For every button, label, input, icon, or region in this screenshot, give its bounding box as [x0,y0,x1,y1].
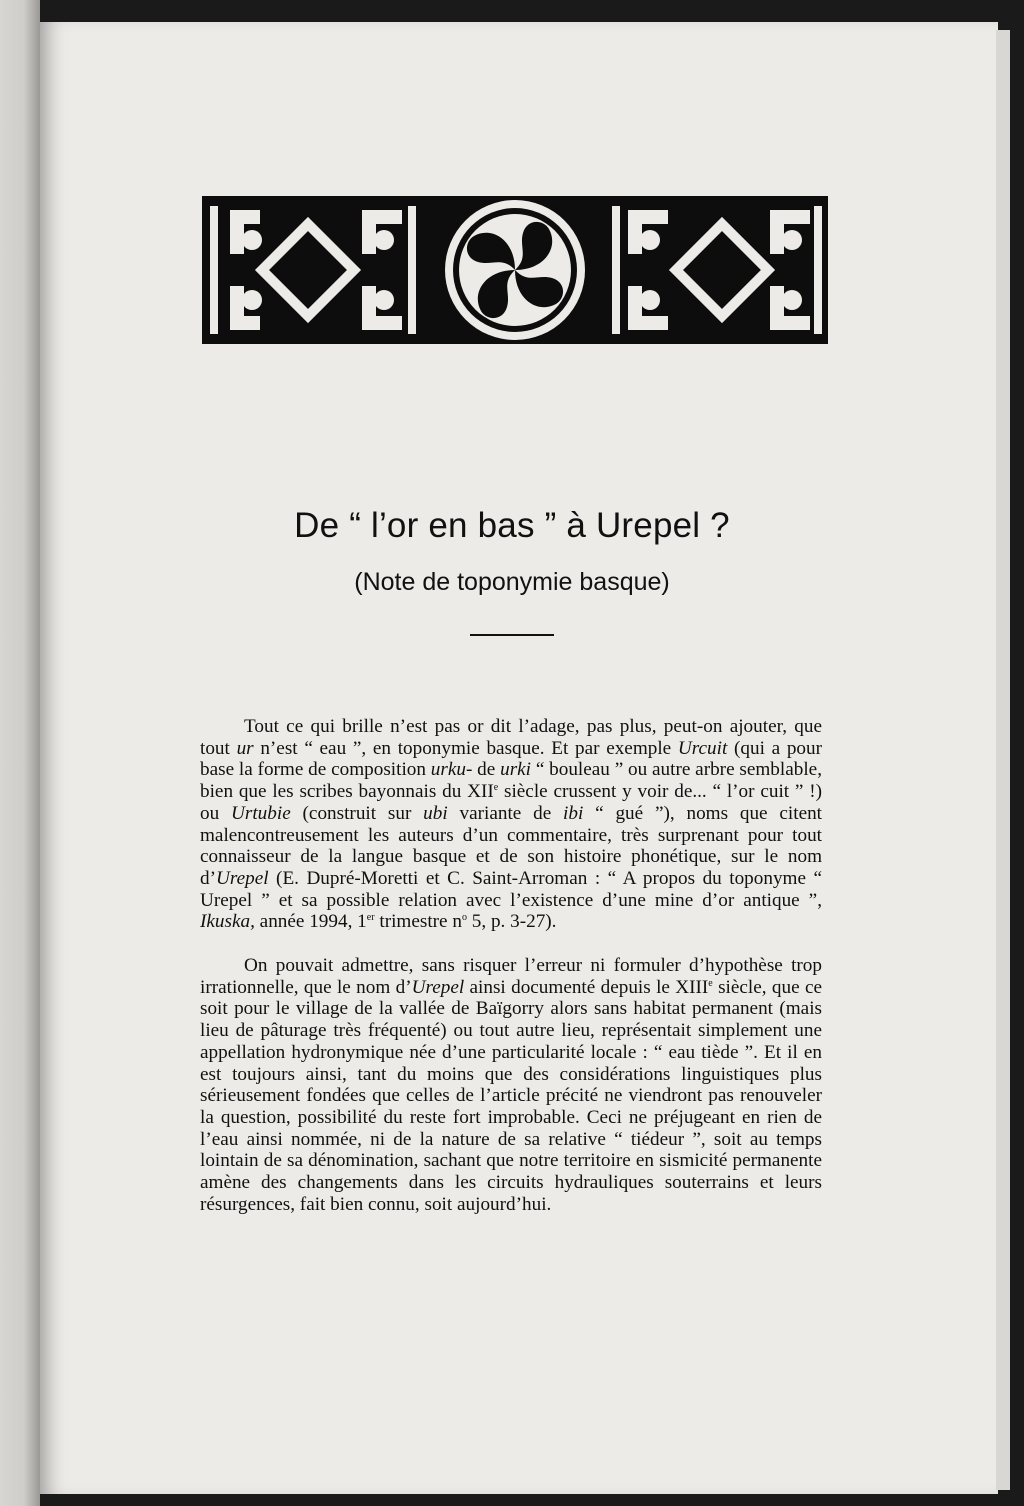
text-run: siècle crussent y voir de... “ l’or cuit ” !) ou [200,781,822,824]
article-body [200,716,822,1215]
italic-term: Urtubie [231,802,291,824]
text-run: variante de [447,802,564,824]
basque-ornament-banner [202,196,828,344]
text-run: (qui a pour base la forme de composition [200,737,822,781]
text-run: (E. Dupré-Moretti et C. Saint-Arroman : “ A propos du toponyme “ Urepel ” et sa possible relation avec l’existence d’une mine d’or antique ”, [200,867,822,911]
italic-term: urku- [430,759,473,781]
italic-term: ur [236,737,254,759]
superscript: e [493,782,499,794]
text-run: On pouvait admettre, sans risquer l’erreur ni formuler d’hypothèse trop irrationnelle, que le nom d’ [200,955,822,998]
italic-term: ibi [563,802,584,824]
facing-page-edge [0,0,40,1506]
superscript: e [708,977,713,989]
paragraph-2 [200,955,822,1215]
italic-term: Urepel [215,867,269,889]
italic-term: Urcuit [677,737,728,759]
superscript: er [366,912,375,924]
italic-term: Urepel [411,976,465,998]
paragraph-1 [200,716,822,933]
text-run: trimestre n [374,911,462,933]
article-title: De “ l’or en bas ” à Urepel ? [294,506,730,545]
text-run: “ gué ”), noms que citent malencontreusement les auteurs d’un commentaire, très surprenant pour tout connaisseur de la langue basque et de son histoire phonétique, sur le nom d’ [200,802,823,889]
text-run: “ bouleau ” ou autre arbre semblable, bien que les scribes bayonnais du XII [200,759,822,803]
lauburu-ornament-icon [202,196,828,344]
italic-term: ubi [423,802,448,824]
text-run: n’est “ eau ”, en toponymie basque. Et par exemple [253,737,678,759]
text-run: Tout ce qui brille n’est pas or dit l’adage, pas plus, peut-on ajouter, que tout [200,716,822,759]
article-subtitle: (Note de toponymie basque) [354,568,670,596]
text-run: siècle, que ce soit pour le village de la vallée de Baïgorry alors sans habitat permanent (mais lieu de pâturage très fréquenté) ou tout autre lieu, représentait simplement une appellation hydronymique née d’une particularité locale : “ eau tiède ”. Et il en est toujours ainsi, tant du moins que des considérations linguistiques plus sérieusement fondées que celles de l’article précité ne viendront pas renouveler la question, possibilité du reste fort improbable. Ceci ne préjugeant en rien de l’eau ainsi nommée, ni de la nature de sa relative “ tiédeur ”, soit au temps lointain de sa dénomination, sachant que notre territoire en sismicité permanente amène des changements dans les circuits hydrauliques souterrains et leurs résurgences, fait bien connu, soit aujourd’hui. [200,976,822,1215]
italic-term: urki [500,759,532,781]
italic-term: Ikuska, [200,911,255,933]
text-run: ainsi documenté depuis le XIII [464,976,709,998]
text-run: année 1994, 1 [254,911,367,933]
text-run: de [472,759,501,781]
superscript: o [461,912,467,924]
text-run: (construit sur [290,802,424,824]
title-divider [470,634,554,636]
page-stack-edge [996,30,1010,1490]
text-run: 5, p. 3-27). [466,911,557,933]
